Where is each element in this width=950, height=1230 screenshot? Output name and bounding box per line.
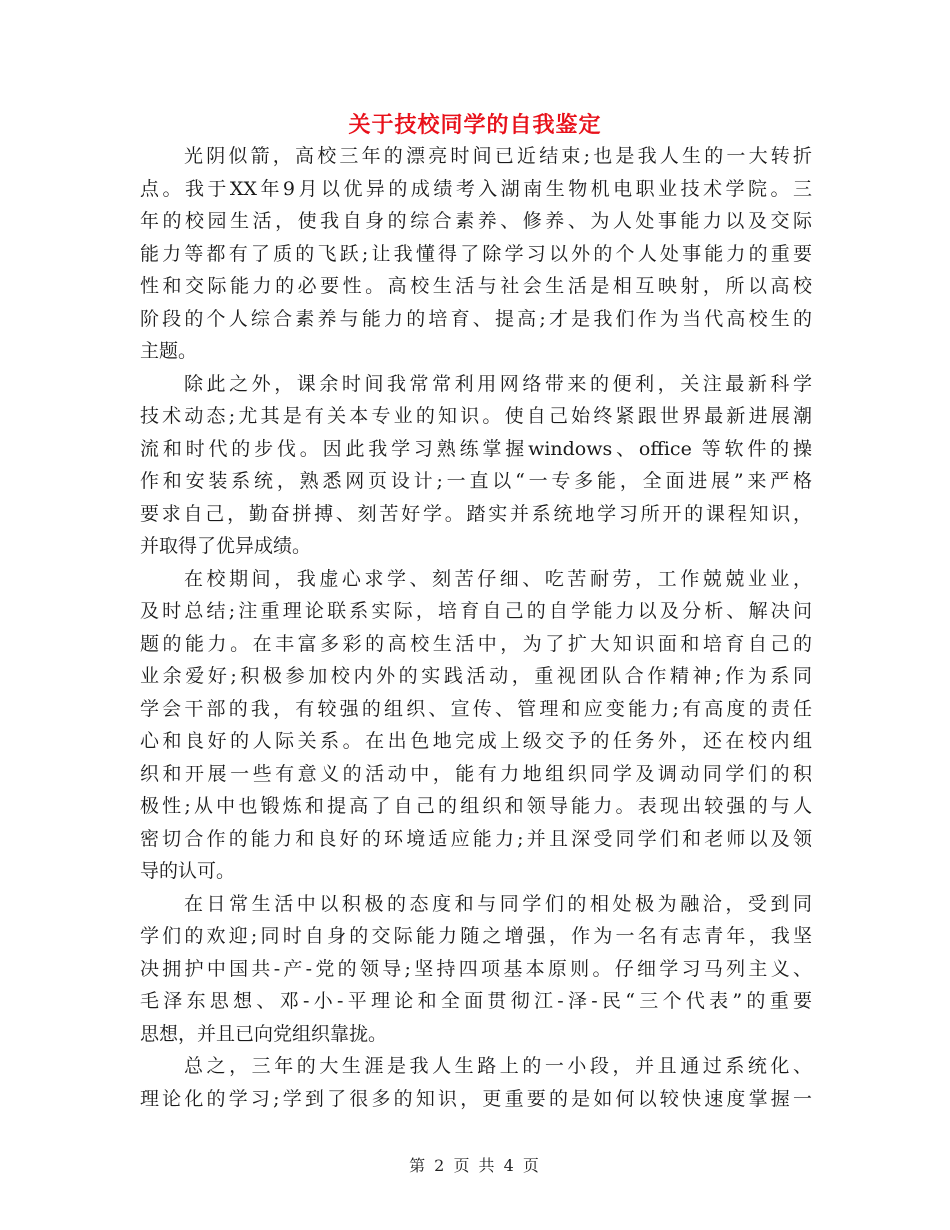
text-line: 学们的欢迎;同时自身的交际能力随之增强，作为一名有志青年，我坚 [140,925,812,947]
text-line: 决拥护中国共-产-党的领导;坚持四项基本原则。仔细学习马列主义、 [140,957,812,980]
text-line: 点。我于XX年9月以优异的成绩考入湖南生物机电职业技术学院。三 [140,177,812,200]
text-line: 及时总结;注重理论联系实际，培育自己的自学能力以及分析、解决问 [140,600,812,622]
text-line: 年的校园生活，使我自身的综合素养、修养、为人处事能力以及交际 [140,210,812,232]
text-line: 性和交际能力的必要性。高校生活与社会生活是相互映射，所以高校 [140,275,812,297]
text-line: 在校期间，我虚心求学、刻苦仔细、吃苦耐劳，工作兢兢业业， [184,567,812,590]
text-line: 毛泽东思想、邓-小-平理论和全面贯彻江-泽-民“三个代表”的重要 [140,990,812,1012]
text-line: 主题。 [140,340,198,362]
text-line: 业余爱好;积极参加校内外的实践活动，重视团队合作精神;作为系同 [140,665,812,687]
text-line: 导的认可。 [140,860,236,882]
text-line: 技术动态;尤其是有关本专业的知识。使自己始终紧跟世界最新进展潮 [140,405,812,427]
page-number-footer: 第 2 页 共 4 页 [409,1156,541,1175]
text-line: 总之，三年的大生涯是我人生路上的一小段，并且通过系统化、 [184,1055,812,1077]
text-line: 要求自己，勤奋拼搏、刻苦好学。踏实并系统地学习所开的课程知识， [140,502,812,525]
text-line: 极性;从中也锻炼和提高了自己的组织和领导能力。表现出较强的与人 [140,795,812,817]
text-line: 心和良好的人际关系。在出色地完成上级交予的任务外，还在校内组 [140,730,812,752]
text-line: 思想，并且已向党组织靠拢。 [140,1022,388,1045]
text-line: 学会干部的我，有较强的组织、宣传、管理和应变能力;有高度的责任 [140,697,812,720]
text-line: 理论化的学习;学到了很多的知识，更重要的是如何以较快速度掌握一 [140,1087,812,1110]
document-title: 关于技校同学的自我鉴定 [348,112,602,138]
text-line: 能力等都有了质的飞跃;让我懂得了除学习以外的个人处事能力的重要 [140,242,812,265]
text-line: 光阴似箭，高校三年的漂亮时间已近结束;也是我人生的一大转折 [184,145,812,167]
text-line: 并取得了优异成绩。 [140,535,312,557]
text-line: 作和安装系统，熟悉网页设计;一直以“一专多能，全面进展”来严格 [140,470,812,492]
text-line: 除此之外，课余时间我常常利用网络带来的便利，关注最新科学 [184,372,812,395]
text-line: 阶段的个人综合素养与能力的培育、提高;才是我们作为当代高校生的 [140,307,812,330]
text-line: 题的能力。在丰富多彩的高校生活中，为了扩大知识面和培育自己的 [140,632,812,655]
document-body [140,140,812,1115]
text-line: 流和时代的步伐。因此我学习熟练掌握windows、office 等软件的操 [140,437,812,460]
text-line: 密切合作的能力和良好的环境适应能力;并且深受同学们和老师以及领 [140,827,812,850]
text-line: 在日常生活中以积极的态度和与同学们的相处极为融洽，受到同 [184,892,812,915]
text-line: 织和开展一些有意义的活动中，能有力地组织同学及调动同学们的积 [140,762,812,785]
